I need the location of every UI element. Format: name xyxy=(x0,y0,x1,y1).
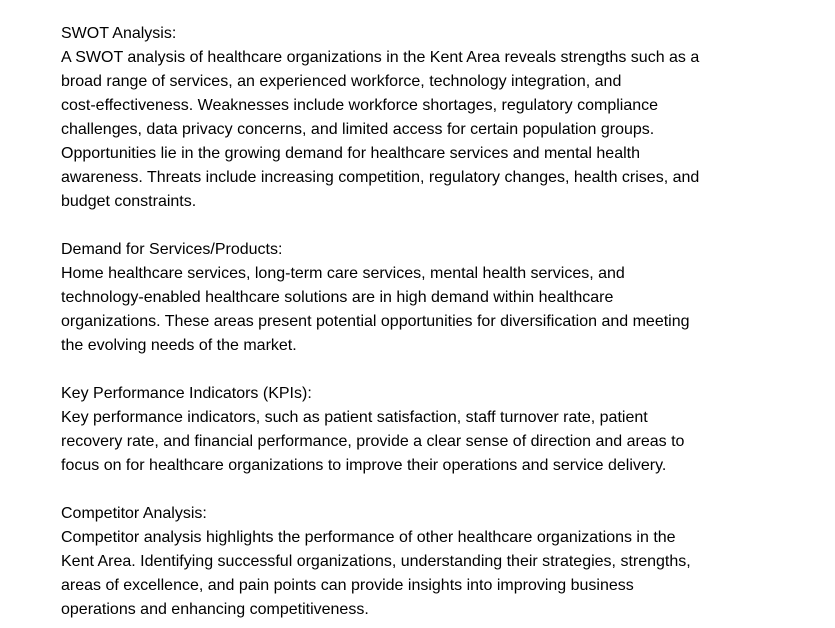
paragraph-line: Home healthcare services, long-term care services, mental health services, and xyxy=(61,265,625,282)
section-swot-analysis xyxy=(61,22,801,214)
paragraph-line: A SWOT analysis of healthcare organizations in the Kent Area reveals strengths such as a xyxy=(61,49,700,66)
paragraph-line: cost-effectiveness. Weaknesses include workforce shortages, regulatory compliance xyxy=(61,97,659,114)
paragraph-line: areas of excellence, and pain points can provide insights into improving business xyxy=(61,577,634,594)
section-heading: Competitor Analysis: xyxy=(61,505,207,522)
section-heading: Key Performance Indicators (KPIs): xyxy=(61,385,312,402)
document-body xyxy=(61,22,801,622)
paragraph-line: Opportunities lie in the growing demand for healthcare services and mental health xyxy=(61,145,640,162)
section-heading: SWOT Analysis: xyxy=(61,25,177,42)
section-heading: Demand for Services/Products: xyxy=(61,241,283,258)
paragraph-line: organizations. These areas present potential opportunities for diversification and meeting xyxy=(61,313,690,330)
paragraph-line: focus on for healthcare organizations to improve their operations and service delivery. xyxy=(61,457,667,474)
paragraph-line: technology-enabled healthcare solutions are in high demand within healthcare xyxy=(61,289,614,306)
paragraph-line: Kent Area. Identifying successful organizations, understanding their strategies, strengths, xyxy=(61,553,691,570)
section-demand-for-services xyxy=(61,238,801,358)
paragraph-line: Key performance indicators, such as patient satisfaction, staff turnover rate, patient xyxy=(61,409,648,426)
paragraph-line: challenges, data privacy concerns, and limited access for certain population groups. xyxy=(61,121,655,138)
section-key-performance-indicators xyxy=(61,382,801,478)
paragraph-line: awareness. Threats include increasing competition, regulatory changes, health crises, and xyxy=(61,169,700,186)
paragraph-line: the evolving needs of the market. xyxy=(61,337,297,354)
section-competitor-analysis xyxy=(61,502,801,622)
paragraph-line: operations and enhancing competitiveness. xyxy=(61,601,369,618)
paragraph-line: recovery rate, and financial performance, provide a clear sense of direction and areas to xyxy=(61,433,685,450)
paragraph-line: budget constraints. xyxy=(61,193,197,210)
paragraph-line: broad range of services, an experienced workforce, technology integration, and xyxy=(61,73,622,90)
paragraph-line: Competitor analysis highlights the performance of other healthcare organizations in the xyxy=(61,529,676,546)
